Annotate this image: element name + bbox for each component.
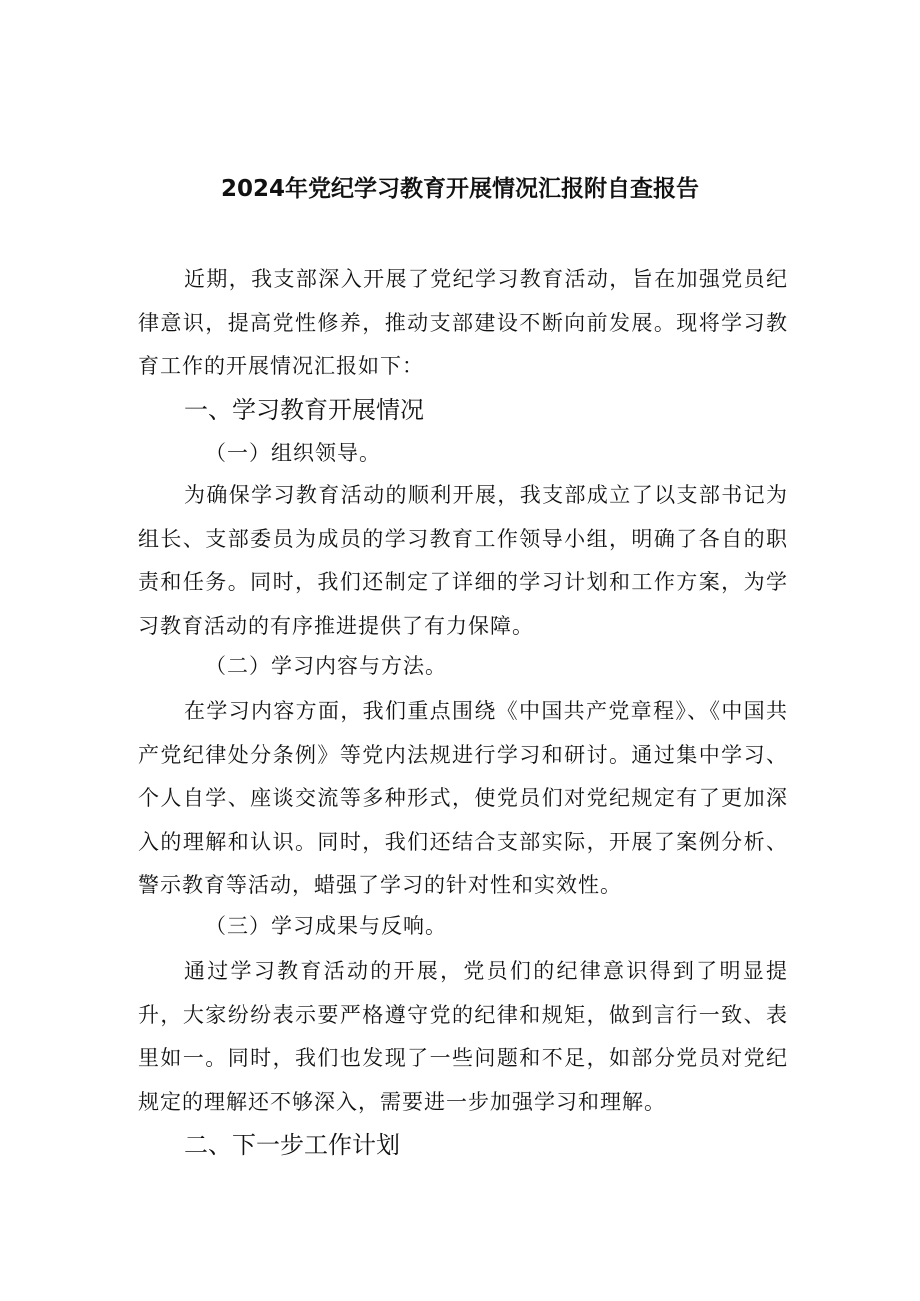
subsection-1-heading: （一）组织领导。 bbox=[205, 441, 381, 465]
document-title: 2024年党纪学习教育开展情况汇报附自查报告 bbox=[220, 176, 699, 202]
subsection-1-paragraph: 为确保学习教育活动的顺利开展，我支部成立了以支部书记为组长、支部委员为成员的学习教育工作领导小组，明确了各自的职责和任务。同时，我们还制定了详细的学习计划和工作方案，为学习教育活动的有序推进提供了有力保障。 bbox=[138, 483, 788, 638]
subsection-2-heading: （二）学习内容与方法。 bbox=[205, 654, 447, 678]
section-1-heading: 一、学习教育开展情况 bbox=[184, 396, 424, 424]
section-2-heading: 二、下一步工作计划 bbox=[184, 1131, 400, 1159]
subsection-3-paragraph: 通过学习教育活动的开展，党员们的纪律意识得到了明显提升，大家纷纷表示要严格遵守党的纪律和规矩，做到言行一致、表里如一。同时，我们也发现了一些问题和不足，如部分党员对党纪规定的理解还不够深入，需要进一步加强学习和理解。 bbox=[138, 959, 788, 1114]
intro-paragraph: 近期，我支部深入开展了党纪学习教育活动，旨在加强党员纪律意识，提高党性修养，推动支部建设不断向前发展。现将学习教育工作的开展情况汇报如下： bbox=[138, 267, 788, 378]
subsection-2-paragraph: 在学习内容方面，我们重点围绕《中国共产党章程》、《中国共产党纪律处分条例》等党内法规进行学习和研讨。通过集中学习、个人自学、座谈交流等多种形式，使党员们对党纪规定有了更加深入的理解和认识。同时，我们还结合支部实际，开展了案例分析、警示教育等活动，蜡强了学习的针对性和实效性。 bbox=[138, 699, 788, 897]
subsection-3-heading: （三）学习成果与反响。 bbox=[205, 914, 447, 938]
